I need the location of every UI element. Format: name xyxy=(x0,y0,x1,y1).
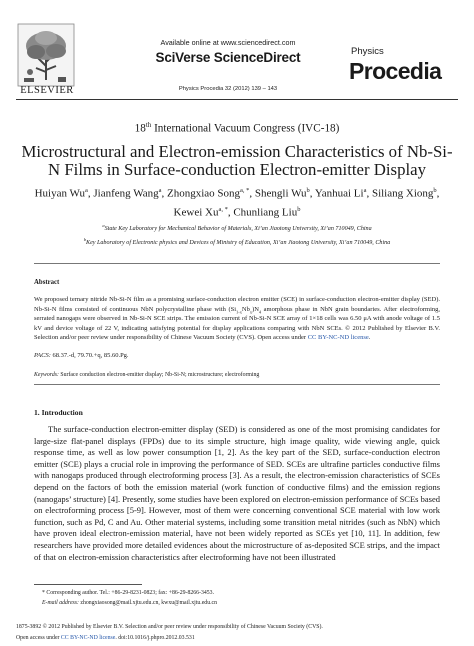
copyright-line: 1875-3892 © 2012 Published by Elsevier B.V. Selection and/or peer review under responsibility of Chinese Vacuum Society (CVS). xyxy=(16,624,323,630)
affiliation-a: $^a$State Key Laboratory for Mechanical Behavior of Materials, Xi’an Jiaotong University, Xi’an 710049, China xyxy=(102,223,372,233)
conference-ordinal: 18 xyxy=(134,122,146,135)
keywords-line: Keywords: Surface conduction electron-emitter display; Nb-Si-N; microstructure; electroforming xyxy=(34,372,260,378)
bottom-license-link[interactable]: CC BY-NC-ND license xyxy=(60,635,116,641)
license-link[interactable]: CC BY-NC-ND license xyxy=(307,334,369,342)
author-name: Siliang Xiong xyxy=(371,187,434,200)
author-name: Yanhuai Li xyxy=(314,187,364,200)
abstract-heading: Abstract xyxy=(34,279,60,286)
author-name: Kewei Xu xyxy=(173,206,219,219)
email-footnote: E-mail address: zhongxiaosong@mail.xjtu.edu.cn, kwxu@mail.xjtu.edu.cn xyxy=(42,600,218,606)
author-affiliation-mark: a xyxy=(85,187,88,194)
author-affiliation-mark: b xyxy=(433,187,437,194)
affiliation-b: $^b$Key Laboratory of Electronic physics and Devices of Ministry of Education, Xi’an Jiaotong University, Xi’an 710049, China xyxy=(83,236,391,246)
journal-name-small: Physics xyxy=(351,46,384,57)
sciverse-logo-text: SciVerse ScienceDirect xyxy=(155,50,301,65)
conference-line xyxy=(0,121,474,135)
author-list: Huiyan Wu$^a$, Jianfeng Wang$^a$, Zhongxiao Song$^{a, *}$, Shengli Wu$^b$, Yanhuai Li$^a$, Siliang Xiong$^b$, Kewei $Xu^{a, *}$, Chunliang Liu$^b$ xyxy=(34,187,440,219)
paper-title: Microstructural and Electron-emission Characteristics of Nb-Si-N Films in Surface-conduction Electron-emitter Display xyxy=(21,142,453,179)
author-affiliation-mark: a xyxy=(363,187,367,194)
publisher-name: ELSEVIER xyxy=(20,85,74,96)
introduction-heading: 1. Introduction xyxy=(34,408,83,417)
available-online-text: Available online at www.sciencedirect.com xyxy=(160,38,296,47)
corresponding-author-footnote: * Corresponding author. Tel.: +86-29-8231-0823; fax: +86-29-8266-3453. xyxy=(42,590,215,596)
author-affiliation-mark: b xyxy=(306,187,310,194)
author-affiliation-mark: b xyxy=(297,206,301,214)
introduction-paragraph: The surface-conduction electron-emitter display (SED) is considered as one of the most promising candidates for large-size flat-panel displays (FPDs) due to its simple structure, high image quality, wide viewing angle, quick response time, as well as low power consumption [1, 2]. As the key part of the SED, surface-conduction electron emitter (SCE) plays a crucial role in improving the performance of SED. SCEs are ultrafine particles conductive films with nanogaps produced through electroforming process [3]. As a result, the electron-emission characteristics of SCEs depend on the factors of both the emission material (work function of conductive films) and the emission regions (nanogaps’ structure) [4]. Presently, some studies have been explored on electron-emission performance of SCEs based on electroforming process [5-9]. However, most of them were concerning conventional SCE material with low work function, such as Pd, C and Au. Other material systems, including some transition metal nitrides (such as NbN) which have proven ideal electron-emission material, have not been widely reported as SCEs yet [10, 11]. In addition, few researchers have provided more detailed evidences about the microstructure of as-deposited SCE strips, and the impact of that on electron-emission characteristics after electroforming have not been illustrated xyxy=(34,424,440,562)
author-name: Shengli Wu xyxy=(254,187,307,200)
author-affiliation-mark: a, * xyxy=(240,187,250,194)
author-name: Huiyan Wu xyxy=(34,187,85,200)
journal-name-large: Procedia xyxy=(349,58,442,84)
abstract-top-divider xyxy=(34,263,440,264)
author-affiliation-mark: a, * xyxy=(218,206,228,214)
author-name: Chunliang Liu xyxy=(233,206,298,219)
footnote-divider xyxy=(34,584,142,585)
affiliations xyxy=(20,221,454,248)
elsevier-tree-logo xyxy=(16,22,76,92)
header-divider xyxy=(16,99,458,100)
keywords-divider xyxy=(34,384,440,385)
author-name: Jianfeng Wang xyxy=(93,187,159,200)
conference-ordinal-suffix: th xyxy=(145,121,152,129)
journal-citation: Physics Procedia 32 (2012) 139 – 143 xyxy=(178,86,278,92)
abstract-body: We proposed ternary nitride Nb-Si-N film as a promising surface-conduction electron emitter (SCE) in surface-conduction electron-emitter display (SED). Nb-Si-N films consisted of continuous NbN polycrystalline phase with $(Si_{1-x}Nb_x)N_4$ amorphous phase in NbN grain boundaries. After electroforming, serrated nanogaps were observed in Nb-Si-N SCE strips. The emission current of Nb-Si-N SCE array of 1×18 cells was 6.50 μA with anode voltage of 1.5 kV and device voltage of 22 V, indicating satisfying potential for display applications comparing with NbN SCEs. © 2012 Published by Elsevier B.V. Selection and/or peer review under responsibility of Chinese Vacuum Society (CVS). Open access under CC BY-NC-ND license. xyxy=(34,296,441,342)
open-access-line: Open access under CC BY-NC-ND license. doi:10.1016/j.phpro.2012.03.531 xyxy=(16,635,195,641)
conference-name: International Vacuum Congress (IVC-18) xyxy=(151,122,340,135)
pacs-line: PACS: 68.37.-d, 79.70.+q, 85.60.Pg. xyxy=(34,352,129,359)
author-affiliation-mark: a xyxy=(158,187,162,194)
author-name: Zhongxiao Song xyxy=(166,187,241,200)
